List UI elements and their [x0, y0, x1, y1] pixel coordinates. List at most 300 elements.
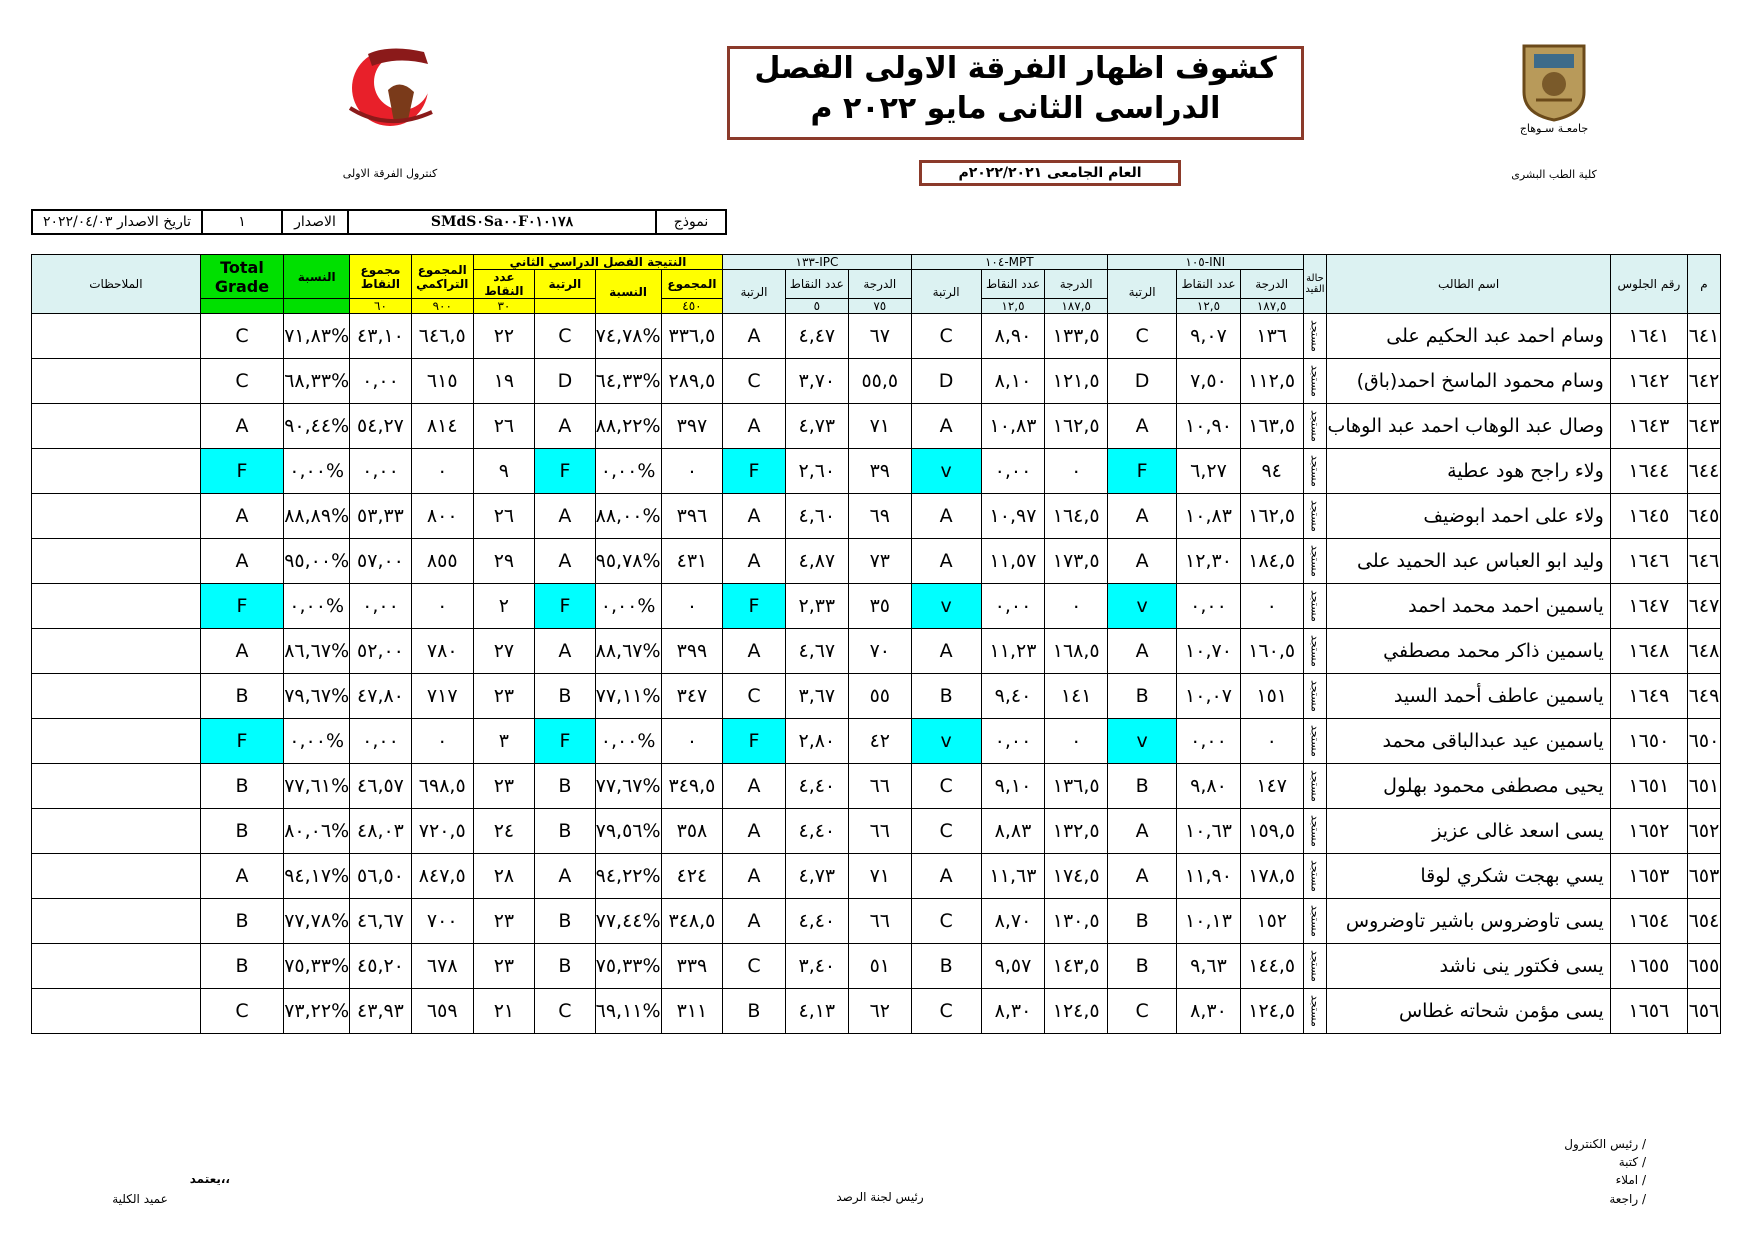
cell-ipc-r: A — [723, 539, 785, 584]
col-ipc: IPC-١٣٣ — [723, 255, 911, 270]
cell-ini-s: ١٤٤,٥ — [1240, 944, 1303, 989]
table-row — [32, 899, 1721, 944]
pct-h: النسبة — [595, 270, 661, 314]
cell-ipc-r: F — [723, 449, 785, 494]
cell-mpt-r: A — [911, 494, 981, 539]
cell-pct2: %٨٨,٨٩ — [284, 494, 350, 539]
cell-ini-s: ٩٤ — [1240, 449, 1303, 494]
table-row — [32, 494, 1721, 539]
table-row — [32, 539, 1721, 584]
rank-max — [535, 299, 595, 314]
cell-ipc-p: ٣,٧٠ — [785, 359, 848, 404]
col-pct2: النسبة — [284, 255, 350, 299]
cell-mpt-r: A — [911, 404, 981, 449]
cell-pts: ٢٩ — [473, 539, 535, 584]
cell-ptot: ٤٧,٨٠ — [350, 674, 412, 719]
cell-ipc-s: ٦٢ — [849, 989, 911, 1034]
status-cell: مستجد — [1303, 449, 1327, 494]
cell-sum: ٠ — [661, 584, 723, 629]
results-table — [31, 254, 1721, 1034]
approved-label: يعتمد،، — [189, 1172, 230, 1186]
cell-no: ٦٤٥ — [1688, 494, 1721, 539]
cell-mpt-s: ١٦٨,٥ — [1045, 629, 1108, 674]
ini-points-h: عدد النقاط — [1177, 270, 1241, 299]
cell-rank: B — [535, 674, 595, 719]
cell-cum: ٦٧٨ — [411, 944, 473, 989]
cell-ptot: ٤٦,٦٧ — [350, 899, 412, 944]
cell-sum: ٣٣٩ — [661, 944, 723, 989]
cell-ini-r: F — [1108, 449, 1177, 494]
cell-ini-p: ٩,٦٣ — [1177, 944, 1241, 989]
cell-ipc-r: A — [723, 494, 785, 539]
cell-grade: F — [200, 584, 283, 629]
cell-ipc-p: ٢,٣٣ — [785, 584, 848, 629]
cell-ipc-s: ٦٦ — [849, 899, 911, 944]
cell-mpt-p: ٠,٠٠ — [981, 449, 1045, 494]
table-row — [32, 674, 1721, 719]
cell-pct: %٧٧,٦٧ — [595, 764, 661, 809]
cell-pct2: %٩٤,١٧ — [284, 854, 350, 899]
cell-ini-s: ١٧٨,٥ — [1240, 854, 1303, 899]
cell-ipc-r: A — [723, 404, 785, 449]
cell-pts: ٢١ — [473, 989, 535, 1034]
cell-ipc-r: A — [723, 629, 785, 674]
cell-ipc-p: ٤,٤٠ — [785, 809, 848, 854]
table-row — [32, 944, 1721, 989]
cell-ini-r: A — [1108, 629, 1177, 674]
cell-mpt-r: v — [911, 584, 981, 629]
cell-mpt-p: ١١,٥٧ — [981, 539, 1045, 584]
cell-mpt-p: ٩,١٠ — [981, 764, 1045, 809]
cell-pts: ٢٣ — [473, 899, 535, 944]
cell-mpt-p: ٨,٨٣ — [981, 809, 1045, 854]
cell-mpt-s: ٠ — [1045, 584, 1108, 629]
status-cell: مستجد — [1303, 944, 1327, 989]
cell-ipc-r: A — [723, 854, 785, 899]
cell-ini-p: ١٢,٣٠ — [1177, 539, 1241, 584]
cell-no: ٦٤٨ — [1688, 629, 1721, 674]
cell-seat: ١٦٤٦ — [1610, 539, 1687, 584]
cell-cum: ٧٢٠,٥ — [411, 809, 473, 854]
release-label: الاصدار — [282, 210, 348, 234]
table-row — [32, 989, 1721, 1034]
university-name: جامعـة سـوهاج — [1519, 122, 1589, 135]
cell-mpt-r: C — [911, 989, 981, 1034]
ipc-score-h: الدرجة — [849, 270, 911, 299]
cell-seat: ١٦٥٠ — [1610, 719, 1687, 764]
cell-ipc-r: C — [723, 944, 785, 989]
form-meta-table — [31, 209, 727, 235]
cell-ipc-s: ٥٥ — [849, 674, 911, 719]
cell-cum: ٧٠٠ — [411, 899, 473, 944]
notes-cell — [32, 989, 201, 1034]
form-code: SMdS٠Sa٠٠F٠١٠١٧٨ — [348, 210, 656, 234]
control-head-sign: رئيس الكنترول / — [1564, 1137, 1646, 1151]
status-cell: مستجد — [1303, 584, 1327, 629]
status-cell: مستجد — [1303, 809, 1327, 854]
cell-seat: ١٦٥٤ — [1610, 899, 1687, 944]
cell-ini-s: ١٤٧ — [1240, 764, 1303, 809]
cell-ini-r: A — [1108, 854, 1177, 899]
cell-seat: ١٦٤٢ — [1610, 359, 1687, 404]
col-total-grade: Total Grade — [200, 255, 283, 299]
cell-ini-r: D — [1108, 359, 1177, 404]
cell-ipc-p: ٤,٧٣ — [785, 404, 848, 449]
cell-ptot: ٠,٠٠ — [350, 719, 412, 764]
cell-pts: ٩ — [473, 449, 535, 494]
cell-ptot: ٥٢,٠٠ — [350, 629, 412, 674]
cell-cum: ٠ — [411, 449, 473, 494]
cell-ini-s: ٠ — [1240, 584, 1303, 629]
cell-mpt-p: ٨,١٠ — [981, 359, 1045, 404]
cell-grade: C — [200, 314, 283, 359]
cell-cum: ٠ — [411, 584, 473, 629]
cell-pct2: %٠,٠٠ — [284, 449, 350, 494]
cell-grade: A — [200, 539, 283, 584]
cell-seat: ١٦٥١ — [1610, 764, 1687, 809]
cell-pct2: %٧١,٨٣ — [284, 314, 350, 359]
cell-pts: ٢٤ — [473, 809, 535, 854]
cell-ini-r: B — [1108, 944, 1177, 989]
cell-rank: D — [535, 359, 595, 404]
cell-pct: %٠,٠٠ — [595, 449, 661, 494]
col-seat: رقم الجلوس — [1610, 255, 1687, 314]
cell-ini-r: A — [1108, 539, 1177, 584]
cell-sum: ٣٥٨ — [661, 809, 723, 854]
cell-mpt-s: ١٣٣,٥ — [1045, 314, 1108, 359]
cell-name: ولاء على احمد ابوضيف — [1327, 494, 1610, 539]
ini-rank-h: الرتبة — [1108, 270, 1177, 314]
cell-grade: B — [200, 809, 283, 854]
cell-sum: ٠ — [661, 719, 723, 764]
cell-grade: F — [200, 449, 283, 494]
cell-mpt-r: B — [911, 944, 981, 989]
cell-ini-r: B — [1108, 674, 1177, 719]
cell-pct: %٨٨,٦٧ — [595, 629, 661, 674]
cell-no: ٦٤٧ — [1688, 584, 1721, 629]
col-name: اسم الطالب — [1327, 255, 1610, 314]
cell-pct: %٧٥,٣٣ — [595, 944, 661, 989]
cell-grade: B — [200, 674, 283, 719]
cell-ptot: ٤٥,٢٠ — [350, 944, 412, 989]
cell-sum: ٣٤٨,٥ — [661, 899, 723, 944]
cell-ini-r: A — [1108, 809, 1177, 854]
cell-ini-p: ٠,٠٠ — [1177, 719, 1241, 764]
cell-ipc-p: ٣,٤٠ — [785, 944, 848, 989]
cell-seat: ١٦٤٩ — [1610, 674, 1687, 719]
cell-ini-s: ١٥١ — [1240, 674, 1303, 719]
cell-sum: ٠ — [661, 449, 723, 494]
ini-max-score: ١٨٧,٥ — [1240, 299, 1303, 314]
cell-pct: %٧٤,٧٨ — [595, 314, 661, 359]
table-row — [32, 719, 1721, 764]
notes-cell — [32, 854, 201, 899]
cell-cum: ٦٥٩ — [411, 989, 473, 1034]
title-line-2: الدراسى الثانى مايو ٢٠٢٢ م — [810, 91, 1221, 126]
notes-cell — [32, 629, 201, 674]
cell-ipc-s: ٥٥,٥ — [849, 359, 911, 404]
grade-max — [200, 299, 283, 314]
cell-mpt-p: ١٠,٨٣ — [981, 404, 1045, 449]
cell-ipc-s: ٣٥ — [849, 584, 911, 629]
cell-sum: ٣٤٩,٥ — [661, 764, 723, 809]
cell-ini-p: ٦,٢٧ — [1177, 449, 1241, 494]
cell-ipc-s: ٦٦ — [849, 764, 911, 809]
cell-ini-s: ١٥٩,٥ — [1240, 809, 1303, 854]
cell-seat: ١٦٥٥ — [1610, 944, 1687, 989]
table-row — [32, 809, 1721, 854]
table-row — [32, 314, 1721, 359]
cell-seat: ١٦٥٣ — [1610, 854, 1687, 899]
cell-pct2: %٦٨,٣٣ — [284, 359, 350, 404]
cell-no: ٦٥٥ — [1688, 944, 1721, 989]
cell-mpt-r: C — [911, 314, 981, 359]
cell-grade: B — [200, 944, 283, 989]
status-cell: مستجد — [1303, 539, 1327, 584]
points-h: عدد النقاط — [473, 270, 535, 299]
cell-rank: F — [535, 584, 595, 629]
cell-ini-p: ١٠,٦٣ — [1177, 809, 1241, 854]
cell-ipc-p: ٤,٤٠ — [785, 899, 848, 944]
notes-cell — [32, 584, 201, 629]
cell-no: ٦٤١ — [1688, 314, 1721, 359]
faculty-name: كلية الطب البشرى — [1511, 168, 1597, 181]
cell-mpt-s: ١٣٦,٥ — [1045, 764, 1108, 809]
cell-pct: %٠,٠٠ — [595, 584, 661, 629]
cell-seat: ١٦٥٢ — [1610, 809, 1687, 854]
status-cell: مستجد — [1303, 629, 1327, 674]
cell-ipc-r: C — [723, 674, 785, 719]
table-row — [32, 449, 1721, 494]
cell-ipc-s: ٧١ — [849, 854, 911, 899]
cell-pct: %٠,٠٠ — [595, 719, 661, 764]
cell-rank: A — [535, 494, 595, 539]
review-sign: راجعة / — [1609, 1192, 1646, 1206]
ipc-points-h: عدد النقاط — [785, 270, 848, 299]
table-row — [32, 854, 1721, 899]
cell-seat: ١٦٤٨ — [1610, 629, 1687, 674]
cell-name: يسى مؤمن شحاته غطاس — [1327, 989, 1610, 1034]
cell-rank: B — [535, 809, 595, 854]
cum-max: ٩٠٠ — [411, 299, 473, 314]
status-cell: مستجد — [1303, 719, 1327, 764]
cell-ipc-s: ٥١ — [849, 944, 911, 989]
cell-ini-r: A — [1108, 494, 1177, 539]
cell-ipc-p: ٤,٨٧ — [785, 539, 848, 584]
cell-pct: %٧٧,٤٤ — [595, 899, 661, 944]
cell-mpt-s: ١٧٣,٥ — [1045, 539, 1108, 584]
sum-h: المجموع — [661, 270, 723, 299]
cell-name: يسي بهجت شكري لوقا — [1327, 854, 1610, 899]
cell-pct: %٧٧,١١ — [595, 674, 661, 719]
cell-ipc-p: ٣,٦٧ — [785, 674, 848, 719]
dean-sign: عميد الكلية — [112, 1192, 168, 1206]
cell-seat: ١٦٤٧ — [1610, 584, 1687, 629]
cell-pts: ١٩ — [473, 359, 535, 404]
cell-ini-r: B — [1108, 764, 1177, 809]
cell-sum: ٣٣٦,٥ — [661, 314, 723, 359]
cell-pct: %٦٤,٣٣ — [595, 359, 661, 404]
status-cell: مستجد — [1303, 359, 1327, 404]
cell-rank: B — [535, 764, 595, 809]
cell-mpt-r: A — [911, 539, 981, 584]
cell-rank: A — [535, 854, 595, 899]
cell-name: وليد ابو العباس عبد الحميد على — [1327, 539, 1610, 584]
cell-pct2: %٠,٠٠ — [284, 719, 350, 764]
cell-pct2: %٠,٠٠ — [284, 584, 350, 629]
cell-grade: C — [200, 989, 283, 1034]
cell-ipc-s: ٧١ — [849, 404, 911, 449]
cell-rank: B — [535, 899, 595, 944]
table-row — [32, 629, 1721, 674]
cell-ipc-p: ٢,٦٠ — [785, 449, 848, 494]
cell-pct2: %٧٣,٢٢ — [284, 989, 350, 1034]
cell-ipc-s: ٦٩ — [849, 494, 911, 539]
cell-pct: %٩٥,٧٨ — [595, 539, 661, 584]
form-label: نموذج — [656, 210, 726, 234]
ipc-rank-h: الرتبة — [723, 270, 785, 314]
cell-mpt-s: ١٣٢,٥ — [1045, 809, 1108, 854]
cell-ini-p: ١١,٩٠ — [1177, 854, 1241, 899]
cell-mpt-s: ١٤١ — [1045, 674, 1108, 719]
mpt-max-pts: ١٢,٥ — [981, 299, 1045, 314]
mpt-max-score: ١٨٧,٥ — [1045, 299, 1108, 314]
cell-ini-p: ٩,٨٠ — [1177, 764, 1241, 809]
notes-cell — [32, 899, 201, 944]
cell-no: ٦٥٠ — [1688, 719, 1721, 764]
cell-ptot: ٠,٠٠ — [350, 359, 412, 404]
cell-mpt-p: ٨,٣٠ — [981, 989, 1045, 1034]
cell-mpt-r: C — [911, 764, 981, 809]
cell-ini-r: C — [1108, 989, 1177, 1034]
cell-name: ياسمين ذاكر محمد مصطفي — [1327, 629, 1610, 674]
table-row — [32, 584, 1721, 629]
sohag-university-logo — [1518, 40, 1590, 122]
cell-rank: F — [535, 449, 595, 494]
cell-pct: %٨٨,٢٢ — [595, 404, 661, 449]
status-cell: مستجد — [1303, 494, 1327, 539]
cell-ini-p: ١٠,٠٧ — [1177, 674, 1241, 719]
ini-max-pts: ١٢,٥ — [1177, 299, 1241, 314]
notes-cell — [32, 449, 201, 494]
sum-max: ٤٥٠ — [661, 299, 723, 314]
cell-ptot: ٥٣,٣٣ — [350, 494, 412, 539]
cell-ini-p: ٩,٠٧ — [1177, 314, 1241, 359]
cell-sum: ٣٤٧ — [661, 674, 723, 719]
cell-mpt-s: ١٢٤,٥ — [1045, 989, 1108, 1034]
cell-pts: ٢٣ — [473, 944, 535, 989]
cell-pts: ٢٨ — [473, 854, 535, 899]
dictation-sign: املاء / — [1615, 1173, 1646, 1187]
col-mpt: MPT-١٠٤ — [911, 255, 1107, 270]
cell-pct2: %٧٥,٣٣ — [284, 944, 350, 989]
cell-sum: ٣٩٩ — [661, 629, 723, 674]
cell-name: يسى تاوضروس باشير تاوضروس — [1327, 899, 1610, 944]
cell-pct: %٩٤,٢٢ — [595, 854, 661, 899]
notes-cell — [32, 719, 201, 764]
notes-cell — [32, 944, 201, 989]
cell-ipc-p: ٤,٦٧ — [785, 629, 848, 674]
cell-ini-p: ١٠,٧٠ — [1177, 629, 1241, 674]
cell-ini-r: v — [1108, 719, 1177, 764]
release-value: ١ — [202, 210, 282, 234]
cell-ipc-r: B — [723, 989, 785, 1034]
cell-mpt-p: ١٠,٩٧ — [981, 494, 1045, 539]
cell-rank: A — [535, 629, 595, 674]
col-pts-total: مجموع النقاط — [350, 255, 412, 299]
cell-ini-p: ٧,٥٠ — [1177, 359, 1241, 404]
cell-cum: ٧٨٠ — [411, 629, 473, 674]
cell-pts: ٢ — [473, 584, 535, 629]
cell-ini-s: ١٢٤,٥ — [1240, 989, 1303, 1034]
cell-ipc-r: A — [723, 899, 785, 944]
cell-ini-r: A — [1108, 404, 1177, 449]
cell-no: ٦٤٩ — [1688, 674, 1721, 719]
cell-pts: ٢٦ — [473, 404, 535, 449]
cell-ipc-p: ٤,١٣ — [785, 989, 848, 1034]
cell-mpt-p: ٨,٧٠ — [981, 899, 1045, 944]
cell-name: ولاء راجح هود عطية — [1327, 449, 1610, 494]
cell-cum: ٠ — [411, 719, 473, 764]
title-box — [727, 46, 1304, 140]
cell-pct2: %٨٦,٦٧ — [284, 629, 350, 674]
cell-ipc-s: ٣٩ — [849, 449, 911, 494]
cell-ini-r: B — [1108, 899, 1177, 944]
cell-mpt-p: ١١,٢٣ — [981, 629, 1045, 674]
status-cell: مستجد — [1303, 854, 1327, 899]
cell-ini-s: ١٣٦ — [1240, 314, 1303, 359]
cell-pct: %٧٩,٥٦ — [595, 809, 661, 854]
pts-max: ٣٠ — [473, 299, 535, 314]
pct2-max — [284, 299, 350, 314]
cell-sum: ٣٩٧ — [661, 404, 723, 449]
cell-ptot: ٤٦,٥٧ — [350, 764, 412, 809]
cell-grade: B — [200, 899, 283, 944]
cell-ptot: ٠,٠٠ — [350, 449, 412, 494]
cell-mpt-p: ٠,٠٠ — [981, 584, 1045, 629]
cell-rank: C — [535, 314, 595, 359]
cell-mpt-p: ٨,٩٠ — [981, 314, 1045, 359]
cell-ini-r: v — [1108, 584, 1177, 629]
cell-mpt-r: v — [911, 719, 981, 764]
status-cell: مستجد — [1303, 989, 1327, 1034]
mpt-rank-h: الرتبة — [911, 270, 981, 314]
cell-ipc-p: ٤,٤٠ — [785, 764, 848, 809]
cell-no: ٦٥٦ — [1688, 989, 1721, 1034]
cell-ini-p: ١٠,١٣ — [1177, 899, 1241, 944]
cell-rank: A — [535, 539, 595, 584]
cell-grade: B — [200, 764, 283, 809]
cell-ipc-r: A — [723, 314, 785, 359]
pts-total-max: ٦٠ — [350, 299, 412, 314]
cell-seat: ١٦٤١ — [1610, 314, 1687, 359]
status-cell: مستجد — [1303, 764, 1327, 809]
cell-mpt-s: ١٢١,٥ — [1045, 359, 1108, 404]
cell-no: ٦٥٣ — [1688, 854, 1721, 899]
cell-pct: %٨٨,٠٠ — [595, 494, 661, 539]
cell-mpt-r: v — [911, 449, 981, 494]
cell-pct2: %٩٥,٠٠ — [284, 539, 350, 584]
cell-grade: A — [200, 494, 283, 539]
cell-mpt-p: ١١,٦٣ — [981, 854, 1045, 899]
status-cell: مستجد — [1303, 404, 1327, 449]
cell-mpt-p: ٩,٥٧ — [981, 944, 1045, 989]
cell-name: وسام احمد عبد الحكيم على — [1327, 314, 1610, 359]
cell-ini-s: ١٦٢,٥ — [1240, 494, 1303, 539]
cell-ipc-s: ٦٦ — [849, 809, 911, 854]
cell-ini-s: ١٥٢ — [1240, 899, 1303, 944]
cell-no: ٦٥٢ — [1688, 809, 1721, 854]
